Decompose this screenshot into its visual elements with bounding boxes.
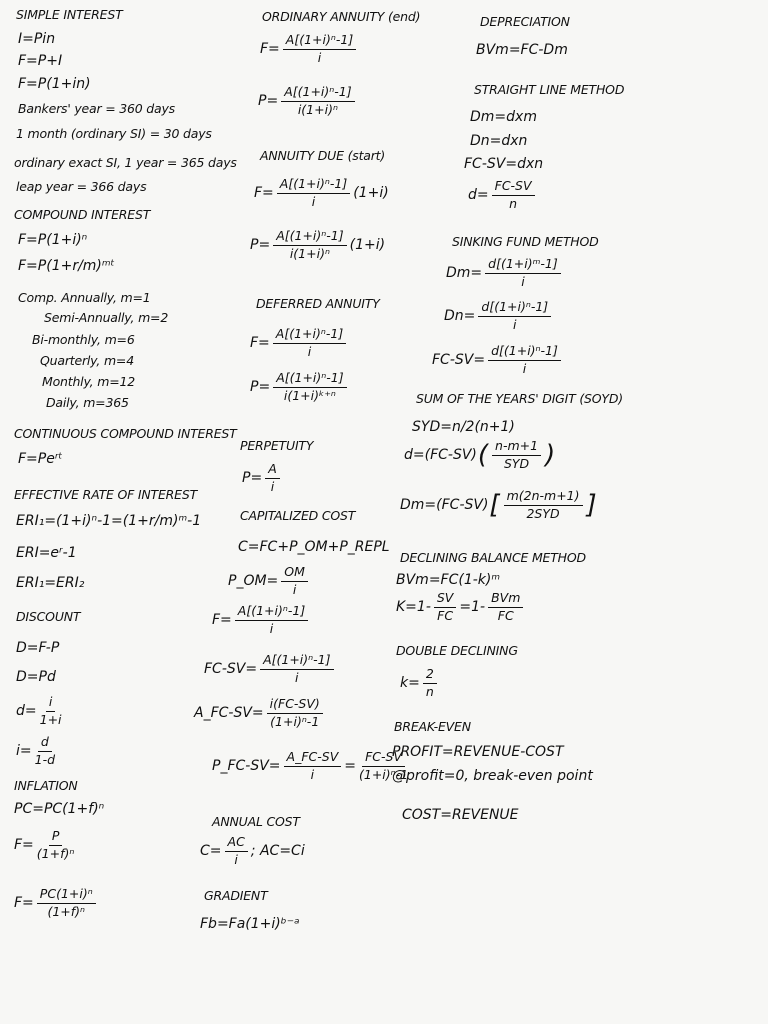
- cost-revenue-formula: COST=REVENUE: [402, 807, 519, 823]
- ordinary-annuity-heading: ORDINARY ANNUITY (end): [262, 9, 421, 24]
- formula-fraction: [273, 328, 346, 358]
- fraction-denominator: 1+i: [39, 711, 62, 727]
- formula-fraction: [434, 592, 457, 622]
- fraction-numerator: d[(1+i)ᵐ-1]: [485, 258, 561, 274]
- straight-line-heading: STRAIGHT LINE METHOD: [474, 82, 625, 97]
- daily-note: Daily, m=365: [46, 395, 129, 410]
- fraction-denominator: i: [310, 766, 315, 782]
- inflation-formula: PC=PC(1+f)ⁿ: [14, 801, 105, 817]
- discount-rate-fraction: [40, 696, 62, 726]
- fraction-denominator: (1+f)ⁿ: [47, 903, 86, 919]
- capitalized-future-formula: [212, 605, 311, 635]
- formula-fraction: [488, 345, 561, 375]
- formula-fraction: [235, 605, 308, 635]
- fraction-denominator: (1+i)ⁿ-1: [358, 766, 409, 782]
- future-value-simple-formula: F=P(1+in): [18, 76, 91, 92]
- deferred-annuity-heading: DEFERRED ANNUITY: [256, 296, 380, 311]
- effective-rate-equal: ERI₁=ERI₂: [16, 575, 85, 591]
- compound-formula: F=P(1+i)ⁿ: [18, 232, 88, 248]
- formula-fraction: [281, 566, 308, 596]
- fraction-denominator: i(1+i)ⁿ: [297, 101, 338, 117]
- pfc-sv-formula: [212, 751, 411, 781]
- formula-lhs: K=1-: [396, 599, 431, 615]
- declining-k-formula: [396, 592, 526, 622]
- bi-monthly-note: Bi-monthly, m=6: [32, 332, 135, 347]
- formula-lhs: P=: [258, 93, 279, 109]
- formula-fraction: [492, 180, 535, 210]
- due-present-formula: [250, 230, 385, 260]
- fraction-denominator: SYD: [503, 455, 530, 471]
- formula-fraction: [281, 86, 354, 116]
- ordinary-present-formula: [258, 86, 358, 116]
- formula-lhs: F=: [250, 335, 270, 351]
- fraction-numerator: d[(1+i)ⁿ-1]: [478, 301, 551, 317]
- fraction-denominator: i: [292, 581, 297, 597]
- syd-dm-formula: [400, 490, 598, 520]
- sinking-fund-dm: [446, 258, 564, 288]
- formula-lhs: Dm=(FC-SV): [400, 497, 489, 513]
- formula-middle: =1-: [459, 599, 486, 615]
- annual-cost-formula: [200, 836, 305, 866]
- fraction-numerator: 2: [423, 668, 437, 684]
- fraction-denominator: i: [317, 49, 322, 65]
- formula-tail: (1+i): [353, 185, 389, 201]
- syd-formula: SYD=n/2(n+1): [412, 419, 515, 435]
- fraction-denominator: FC: [437, 607, 454, 623]
- syd-heading: SUM OF THE YEARS' DIGIT (SOYD): [416, 391, 623, 406]
- fraction-denominator: n: [425, 683, 434, 699]
- fraction-numerator: A: [265, 463, 280, 479]
- perpetuity-heading: PERPETUITY: [240, 438, 314, 453]
- fraction-numerator: A_FC-SV: [284, 751, 342, 767]
- formula-lhs: FC-SV=: [432, 352, 486, 368]
- capitalized-cost-heading: CAPITALIZED COST: [240, 508, 356, 523]
- formula-lhs: F=: [212, 612, 232, 628]
- formula-fraction: [488, 592, 523, 622]
- formula-lhs: P=: [250, 379, 271, 395]
- profit-formula: PROFIT=REVENUE-COST: [392, 744, 564, 760]
- right-paren: ): [545, 440, 556, 470]
- formula-fraction: [283, 34, 356, 64]
- column-right: [392, 0, 768, 1024]
- semi-annually-note: Semi-Annually, m=2: [44, 310, 169, 325]
- fraction-denominator: i: [270, 478, 275, 494]
- inflation-pc-formula: [14, 888, 99, 918]
- formula-fraction: [423, 668, 437, 698]
- straight-line-dm: Dm=dxm: [470, 109, 537, 125]
- gradient-formula: Fb=Fa(1+i)ᵇ⁻ᵃ: [200, 916, 300, 932]
- fraction-denominator: i: [311, 193, 316, 209]
- formula-fraction: [265, 463, 280, 493]
- formula-fraction: [277, 178, 350, 208]
- formula-lhs: Dm=: [446, 265, 483, 281]
- break-even-heading: BREAK-EVEN: [394, 719, 471, 734]
- fraction-denominator: i: [522, 360, 527, 376]
- fraction-denominator: 1-d: [34, 751, 56, 767]
- pom-formula: [228, 566, 311, 596]
- depreciation-heading: DEPRECIATION: [480, 14, 570, 29]
- fraction-denominator: i(1+i)ⁿ: [289, 245, 330, 261]
- formula-lhs: C=: [200, 843, 222, 859]
- fraction-denominator: i: [269, 620, 274, 636]
- fraction-denominator: i: [513, 316, 517, 332]
- fraction-numerator: A[(1+i)ⁿ-1]: [281, 86, 354, 102]
- formula-lhs: P_FC-SV=: [212, 758, 281, 774]
- fraction-denominator: i: [307, 343, 312, 359]
- effective-rate-formula: ERI₁=(1+i)ⁿ-1=(1+r/m)ᵐ-1: [16, 513, 202, 529]
- fraction-numerator: A[(1+i)ⁿ-1]: [273, 372, 346, 388]
- formula-fraction: [504, 490, 583, 520]
- fraction-denominator: i: [234, 851, 238, 867]
- formula-lhs: FC-SV=: [204, 661, 258, 677]
- sinking-fund-fcsv: [432, 345, 564, 375]
- interest-from-discount-formula: [16, 736, 58, 766]
- sinking-fund-heading: SINKING FUND METHOD: [452, 234, 599, 249]
- fraction-denominator: i: [521, 273, 525, 289]
- formula-fraction: [225, 836, 248, 866]
- formula-fraction: [485, 258, 561, 288]
- interest-lhs: i=: [16, 743, 32, 759]
- continuous-formula: F=Peʳᵗ: [18, 451, 63, 467]
- formula-fraction: [273, 230, 346, 260]
- exact-year-note: ordinary exact SI, 1 year = 365 days: [14, 155, 237, 170]
- formula-lhs: P_OM=: [228, 573, 279, 589]
- afc-sv-formula: [194, 698, 326, 728]
- fraction-numerator: m(2n-m+1): [504, 490, 583, 506]
- formula-tail: (1+i): [349, 237, 386, 253]
- sinking-fund-dn: [444, 301, 554, 331]
- due-future-formula: [254, 178, 389, 208]
- comp-annually-note: Comp. Annually, m=1: [18, 290, 151, 305]
- inflation-fraction: [37, 888, 96, 918]
- formula-lhs: P=: [242, 470, 263, 486]
- fraction-denominator: FC: [497, 607, 514, 623]
- fraction-numerator: BVm: [488, 592, 523, 608]
- ordinary-future-formula: [260, 34, 359, 64]
- fraction-numerator: d: [38, 736, 52, 752]
- formula-fraction: [273, 372, 346, 402]
- fraction-numerator: n-m+1: [492, 440, 541, 456]
- discount-rate-lhs: d=: [16, 703, 37, 719]
- fraction-numerator: A[(1+i)ⁿ-1]: [273, 328, 346, 344]
- right-bracket: ]: [586, 490, 597, 520]
- fraction-numerator: A[(1+i)ⁿ-1]: [235, 605, 308, 621]
- quarterly-note: Quarterly, m=4: [40, 353, 134, 368]
- fraction-numerator: FC-SV: [362, 751, 405, 767]
- fraction-numerator: i(FC-SV): [267, 698, 323, 714]
- gradient-heading: GRADIENT: [204, 888, 268, 903]
- formula-lhs: Dn=: [444, 308, 476, 324]
- formula-tail: ; AC=Ci: [250, 843, 305, 859]
- effective-rate-continuous: ERI=eʳ-1: [16, 545, 77, 561]
- formula-lhs: P=: [250, 237, 271, 253]
- inflation-heading: INFLATION: [14, 778, 78, 793]
- formula-lhs: d=: [468, 187, 489, 203]
- formula-lhs: A_FC-SV=: [194, 705, 264, 721]
- declining-bv-formula: BVm=FC(1-k)ᵐ: [396, 572, 501, 588]
- perpetuity-formula: [242, 463, 283, 493]
- simple-interest-formula: I=Pin: [18, 31, 56, 47]
- formula-lhs: k=: [400, 675, 420, 691]
- formula-fraction: [267, 698, 323, 728]
- straight-line-fcsv: FC-SV=dxn: [464, 156, 544, 172]
- fraction-denominator: i(1+i)ᵏ⁺ⁿ: [283, 387, 336, 403]
- equals-sign: =: [344, 758, 356, 774]
- fraction-denominator: 2SYD: [526, 505, 560, 521]
- future-value-formula: F=P+I: [18, 53, 63, 69]
- fraction-numerator: A[(1+i)ⁿ-1]: [283, 34, 356, 50]
- left-paren: (: [477, 440, 489, 470]
- deferred-present-formula: [250, 372, 350, 402]
- inflation-fraction: [37, 830, 75, 860]
- left-bracket: [: [489, 490, 500, 520]
- fraction-numerator: A[(1+i)ⁿ-1]: [277, 178, 350, 194]
- formula-lhs: F=: [260, 41, 280, 57]
- compound-nominal-formula: F=P(1+r/m)ᵐᵗ: [18, 258, 115, 274]
- fraction-denominator: n: [509, 195, 518, 211]
- fraction-denominator: i: [295, 669, 299, 685]
- discount-heading: DISCOUNT: [16, 609, 81, 624]
- capitalized-cost-formula: C=FC+P_OM+P_REPL: [238, 539, 390, 555]
- discount-pd-formula: D=Pd: [16, 669, 56, 685]
- discount-formula: D=F-P: [16, 640, 60, 656]
- continuous-heading: CONTINUOUS COMPOUND INTEREST: [14, 426, 237, 441]
- effective-rate-heading: EFFECTIVE RATE OF INTEREST: [14, 487, 198, 502]
- declining-balance-heading: DECLINING BALANCE METHOD: [400, 550, 586, 565]
- fraction-numerator: PC(1+i)ⁿ: [37, 888, 96, 904]
- syd-rate-formula: [404, 440, 556, 470]
- fc-sv-formula: [204, 654, 337, 684]
- formula-lhs: F=: [254, 185, 274, 201]
- fraction-numerator: SV: [434, 592, 457, 608]
- discount-rate-formula: [16, 696, 65, 726]
- book-value-formula: BVm=FC-Dm: [476, 42, 568, 58]
- formula-lhs: d=(FC-SV): [404, 447, 477, 463]
- inflation-future-formula: [14, 830, 77, 860]
- formula-fraction: [284, 751, 342, 781]
- fraction-numerator: A[(1+i)ⁿ-1]: [260, 654, 333, 670]
- fraction-numerator: i: [46, 696, 55, 712]
- break-even-point-note: @profit=0, break-even point: [392, 768, 593, 784]
- deferred-future-formula: [250, 328, 349, 358]
- fraction-numerator: OM: [281, 566, 308, 582]
- fraction-numerator: d[(1+i)ⁿ-1]: [488, 345, 561, 361]
- fraction-numerator: P: [49, 830, 63, 846]
- simple-interest-heading: SIMPLE INTEREST: [16, 7, 123, 22]
- column-left: [0, 0, 250, 1024]
- leap-year-note: leap year = 366 days: [16, 179, 147, 194]
- formula-fraction: [492, 440, 541, 470]
- fraction-denominator: (1+f)ⁿ: [36, 845, 75, 861]
- interest-fraction: [35, 736, 55, 766]
- annuity-due-heading: ANNUITY DUE (start): [260, 148, 386, 163]
- formula-fraction: [478, 301, 551, 331]
- straight-line-dn: Dn=dxn: [470, 133, 528, 149]
- fraction-numerator: AC: [225, 836, 248, 852]
- inflation-lhs: F=: [14, 895, 34, 911]
- fraction-numerator: FC-SV: [492, 180, 535, 196]
- double-declining-formula: [400, 668, 440, 698]
- double-declining-heading: DOUBLE DECLINING: [396, 643, 518, 658]
- fraction-numerator: A[(1+i)ⁿ-1]: [273, 230, 346, 246]
- annual-cost-heading: ANNUAL COST: [212, 814, 300, 829]
- fraction-denominator: (1+i)ⁿ-1: [270, 713, 320, 729]
- inflation-lhs: F=: [14, 837, 34, 853]
- straight-line-rate: [468, 180, 538, 210]
- bankers-year-note: Bankers' year = 360 days: [18, 101, 175, 116]
- formula-fraction: [260, 654, 333, 684]
- month-note: 1 month (ordinary SI) = 30 days: [16, 126, 212, 141]
- compound-interest-heading: COMPOUND INTEREST: [14, 207, 151, 222]
- monthly-note: Monthly, m=12: [42, 374, 135, 389]
